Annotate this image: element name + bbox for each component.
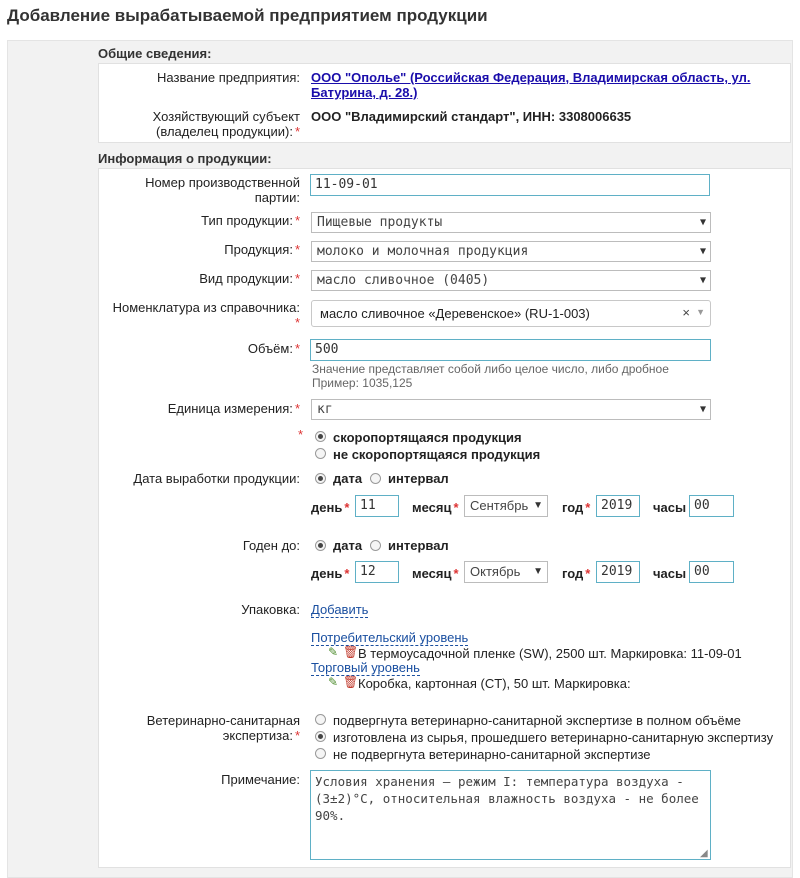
consumer-level-text[interactable]: Потребительский уровень xyxy=(311,630,469,645)
product-kind-value: масло сливочное (0405) xyxy=(317,273,490,288)
product-value: молоко и молочная продукция xyxy=(317,244,529,259)
dropdown-arrow-icon: ▼ xyxy=(699,217,706,228)
required-marker: * xyxy=(453,566,459,581)
dropdown-arrow-icon: ▼ xyxy=(533,500,543,511)
vet-option1-label: подвергнута ветеринарно-санитарной экспертизе в полном объёме xyxy=(333,713,741,728)
dropdown-arrow-icon: ▼ xyxy=(699,404,706,415)
vet-option3-radio[interactable] xyxy=(315,748,326,759)
batch-label-line2: партии: xyxy=(254,190,300,205)
production-month-label xyxy=(412,500,459,515)
delete-trash-icon[interactable]: 🗑 xyxy=(343,675,359,689)
volume-hint-line1: Значение представляет собой либо целое число, либо дробное xyxy=(312,362,669,376)
note-textarea[interactable]: Условия хранения — режим I: температура воздуха - (3±2)°С, относительная влажность воздуха - не более 90%. xyxy=(310,770,711,860)
consumer-item: В термоусадочной пленке (SW), 2500 шт. Маркировка: 11-09-01 xyxy=(358,646,742,661)
production-interval-option: интервал xyxy=(388,471,449,486)
production-month-value: Сентябрь xyxy=(470,498,529,513)
edit-pencil-icon[interactable]: ✎ xyxy=(328,675,339,689)
trade-item: Коробка, картонная (CT), 50 шт. Маркировка: xyxy=(358,676,631,691)
unit-select[interactable] xyxy=(311,399,711,420)
owner-label-line1: Хозяйствующий субъект xyxy=(152,109,300,124)
production-year-input[interactable]: 2019 xyxy=(596,495,640,517)
consumer-level-link[interactable] xyxy=(311,630,468,645)
nonperishable-label: не скоропортящаяся продукция xyxy=(333,447,541,462)
required-marker: * xyxy=(453,500,459,515)
product-kind-select[interactable] xyxy=(311,270,711,291)
nomenclature-value: масло сливочное «Деревенское» (RU-1-003) xyxy=(320,306,590,321)
expiry-day-label xyxy=(311,566,349,581)
production-date-option: дата xyxy=(333,471,363,486)
trade-level-link[interactable] xyxy=(311,660,420,675)
required-marker: * xyxy=(294,728,300,743)
expiry-month-value: Октябрь xyxy=(470,564,521,579)
required-marker: * xyxy=(294,401,300,416)
enterprise-link-line1[interactable]: ООО "Ополье" (Российская Федерация, Владимирская область, ул. xyxy=(311,70,751,85)
dropdown-arrow-icon: ▼ xyxy=(696,307,705,317)
page-title: Добавление вырабатываемой предприятием продукции xyxy=(7,6,488,25)
resize-handle-icon[interactable]: ◢ xyxy=(700,848,708,859)
perishable-radio[interactable] xyxy=(315,431,326,442)
required-marker: * xyxy=(585,500,591,515)
expiry-date-radio[interactable] xyxy=(315,540,326,551)
perishable-label: скоропортящаяся продукция xyxy=(333,430,522,445)
production-month-select[interactable] xyxy=(464,495,548,517)
required-marker: * xyxy=(294,213,300,228)
volume-hint xyxy=(312,362,669,390)
batch-number-input[interactable]: 11-09-01 xyxy=(310,174,710,196)
enterprise-link-line2[interactable]: Батурина, д. 28.) xyxy=(311,85,418,100)
production-day-label xyxy=(311,500,349,515)
dropdown-arrow-icon: ▼ xyxy=(533,566,543,577)
expiry-day-input[interactable]: 12 xyxy=(355,561,399,583)
expiry-hours-label: часы xyxy=(653,566,687,581)
nomenclature-label xyxy=(0,300,300,330)
owner-value: ООО "Владимирский стандарт", ИНН: 3308006635 xyxy=(311,109,632,124)
batch-label xyxy=(0,175,300,205)
batch-label-line1: Номер производственной xyxy=(145,175,300,190)
product-label-text: Продукция: xyxy=(224,242,293,257)
dropdown-arrow-icon: ▼ xyxy=(699,275,706,286)
expiry-year-label xyxy=(562,566,590,581)
kind-label xyxy=(0,271,300,286)
edit-pencil-icon[interactable]: ✎ xyxy=(328,645,339,659)
note-label: Примечание: xyxy=(221,772,300,787)
type-label-text: Тип продукции: xyxy=(201,213,293,228)
packaging-label: Упаковка: xyxy=(241,602,300,617)
production-hours-label: часы xyxy=(653,500,687,515)
vet-option3-label: не подвергнута ветеринарно-санитарной экспертизе xyxy=(333,747,651,762)
required-marker: * xyxy=(294,271,300,286)
delete-trash-icon[interactable]: 🗑 xyxy=(343,645,359,659)
month-label-text: месяц xyxy=(412,500,452,515)
enterprise-label: Название предприятия: xyxy=(157,70,300,85)
nomenclature-select[interactable] xyxy=(311,300,711,327)
production-interval-radio[interactable] xyxy=(370,473,381,484)
day-label-text: день xyxy=(311,566,343,581)
production-date-label: Дата выработки продукции: xyxy=(133,471,300,486)
production-date-radio[interactable] xyxy=(315,473,326,484)
required-marker: * xyxy=(344,566,350,581)
expiry-month-label xyxy=(412,566,459,581)
expiry-interval-option: интервал xyxy=(388,538,449,553)
expiry-interval-radio[interactable] xyxy=(370,540,381,551)
unit-label xyxy=(0,401,300,416)
nonperishable-radio[interactable] xyxy=(315,448,326,459)
unit-label-text: Единица измерения: xyxy=(167,401,293,416)
required-marker: * xyxy=(344,500,350,515)
vet-label-line2: экспертиза: xyxy=(222,728,293,743)
owner-label xyxy=(0,109,300,139)
product-section-title: Информация о продукции: xyxy=(98,151,272,166)
vet-option1-radio[interactable] xyxy=(315,714,326,725)
nomenclature-label-text: Номенклатура из справочника: xyxy=(112,300,300,315)
packaging-add-link[interactable] xyxy=(311,602,368,617)
required-marker: * xyxy=(294,315,300,330)
owner-label-line2: (владелец продукции): xyxy=(156,124,293,139)
product-label xyxy=(0,242,300,257)
type-label xyxy=(0,213,300,228)
required-marker: * xyxy=(294,124,300,139)
vet-label-line1: Ветеринарно-санитарная xyxy=(146,713,300,728)
dropdown-arrow-icon: ▼ xyxy=(699,246,706,257)
unit-value: кг xyxy=(317,402,333,417)
required-marker: * xyxy=(298,427,304,442)
production-day-input[interactable]: 11 xyxy=(355,495,399,517)
required-marker: * xyxy=(585,566,591,581)
vet-label xyxy=(0,713,300,743)
expiry-label: Годен до: xyxy=(242,538,300,553)
month-label-text: месяц xyxy=(412,566,452,581)
vet-option2-radio[interactable] xyxy=(315,731,326,742)
enterprise-link[interactable] xyxy=(311,70,781,100)
expiry-hours-input[interactable]: 00 xyxy=(689,561,734,583)
general-section-title: Общие сведения: xyxy=(98,46,212,61)
trade-level-text[interactable]: Торговый уровень xyxy=(311,660,420,675)
kind-label-text: Вид продукции: xyxy=(199,271,293,286)
vet-option2-label: изготовлена из сырья, прошедшего ветеринарно-санитарную экспертизу xyxy=(333,730,774,745)
expiry-date-option: дата xyxy=(333,538,363,553)
product-type-select[interactable] xyxy=(311,212,711,233)
volume-label xyxy=(0,341,300,356)
volume-input[interactable]: 500 xyxy=(310,339,711,361)
product-type-value: Пищевые продукты xyxy=(317,215,443,230)
product-select[interactable] xyxy=(311,241,711,262)
year-label-text: год xyxy=(562,566,584,581)
clear-icon[interactable]: × xyxy=(682,305,690,320)
required-marker: * xyxy=(294,242,300,257)
day-label-text: день xyxy=(311,500,343,515)
production-year-label xyxy=(562,500,590,515)
volume-hint-line2: Пример: 1035,125 xyxy=(312,376,413,390)
production-hours-input[interactable]: 00 xyxy=(689,495,734,517)
required-marker: * xyxy=(294,341,300,356)
expiry-month-select[interactable] xyxy=(464,561,548,583)
expiry-year-input[interactable]: 2019 xyxy=(596,561,640,583)
volume-label-text: Объём: xyxy=(247,341,293,356)
packaging-add-text[interactable]: Добавить xyxy=(311,602,369,617)
year-label-text: год xyxy=(562,500,584,515)
